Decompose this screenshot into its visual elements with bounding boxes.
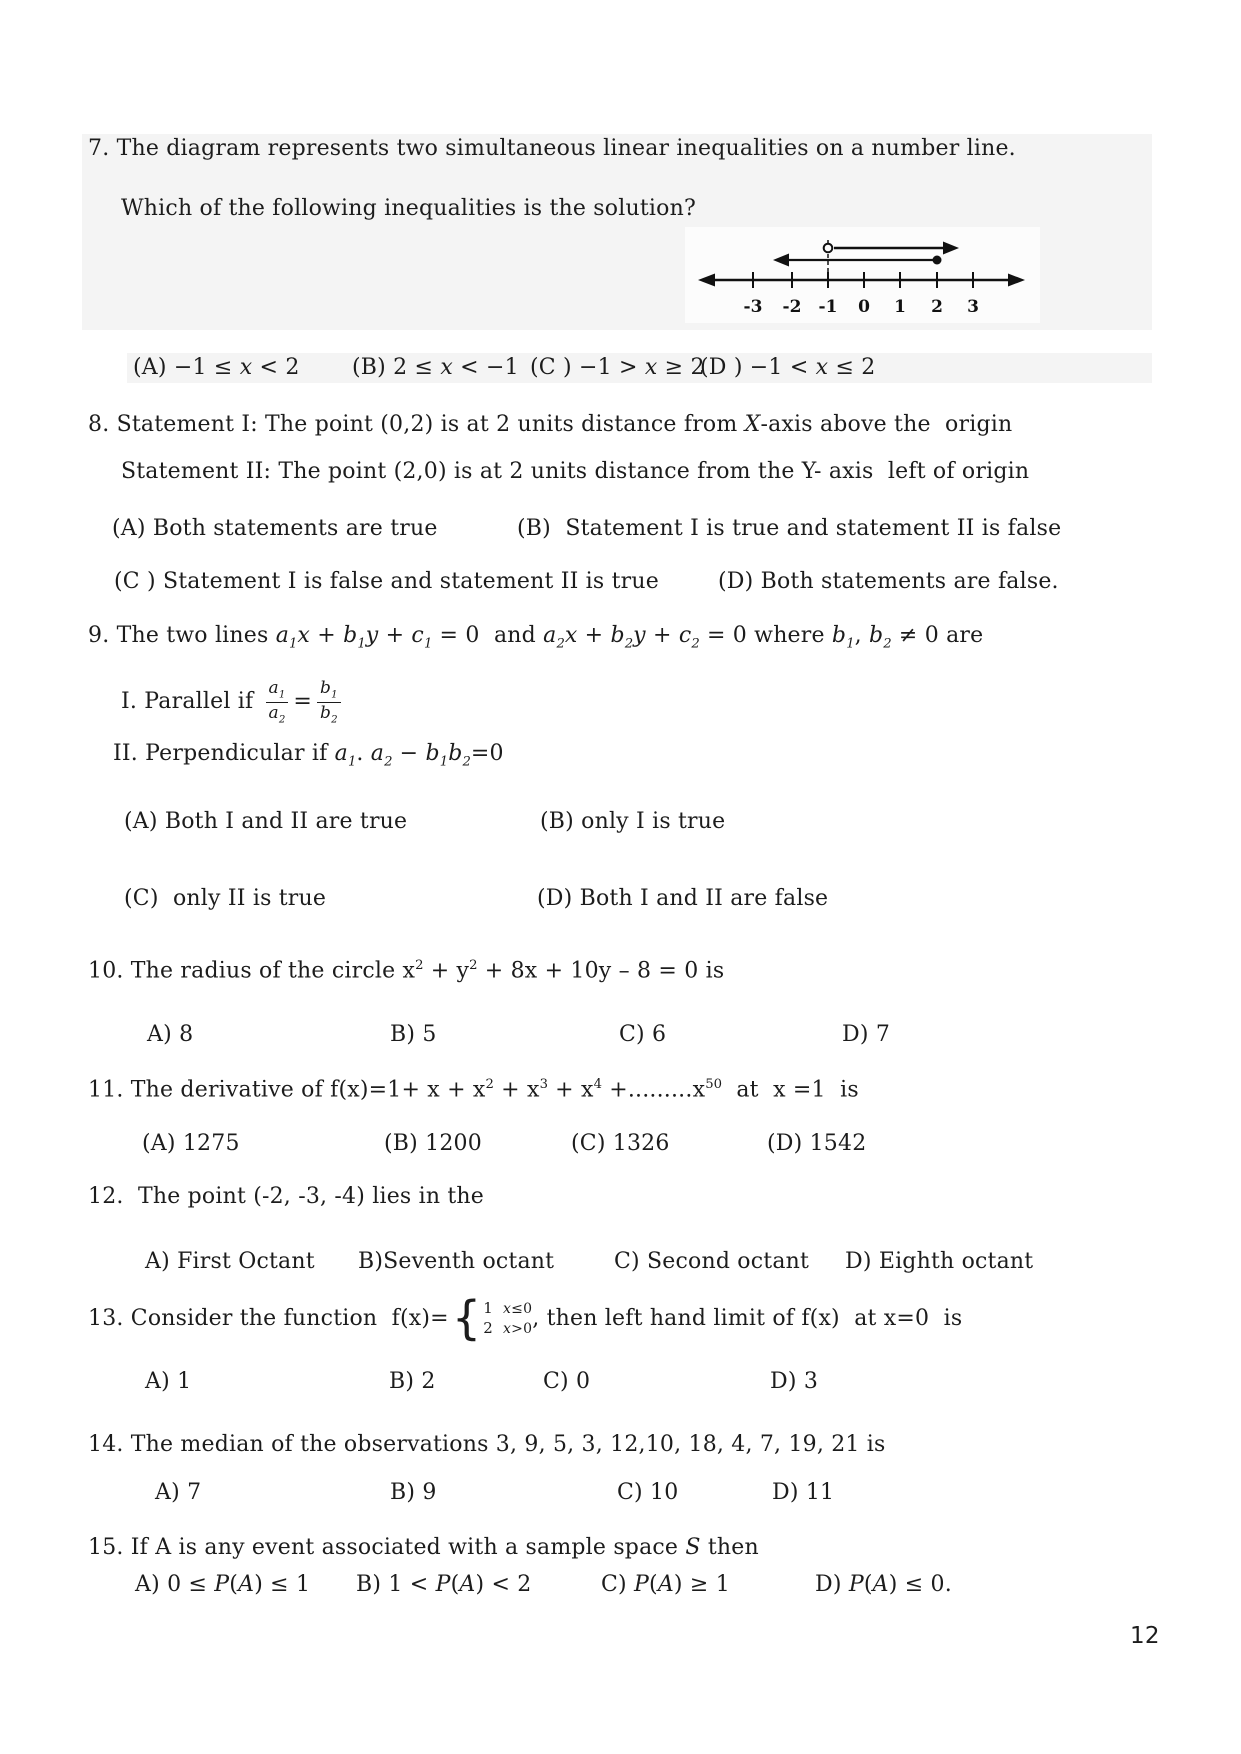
- question-15-line: 15. If A is any event associated with a sample space S then: [88, 1535, 759, 1560]
- question-12-line: 12. The point (-2, -3, -4) lies in the: [88, 1184, 485, 1209]
- tick-label-minus2: -2: [782, 297, 802, 317]
- question-10-option-b: B) 5: [390, 1022, 437, 1047]
- question-8-option-b: (B) Statement I is true and statement II is false: [517, 516, 1062, 541]
- question-14-option-a: A) 7: [155, 1480, 202, 1505]
- question-15-option-c: C) P(A) ≥ 1: [601, 1572, 730, 1597]
- right-ray-arrowhead: [943, 242, 959, 255]
- question-13-option-d: D) 3: [770, 1369, 819, 1394]
- question-11-line: 11. The derivative of $f(x)=1+ x + x^2 + x^3 + x^4 +.........x^{50}$ at x =1 is: [88, 1077, 859, 1103]
- question-13-option-a: A) 1: [145, 1369, 192, 1394]
- question-9-option-a: (A) Both I and II are true: [124, 809, 408, 834]
- equals-sign: =: [293, 689, 313, 714]
- fraction-denominator: $b_2$: [320, 702, 338, 725]
- question-8-option-d: (D) Both statements are false.: [718, 569, 1059, 594]
- question-10-option-c: C) 6: [619, 1022, 667, 1047]
- question-13-pre: 13. Consider the function f(x)=: [88, 1306, 449, 1331]
- left-ray-arrowhead: [773, 254, 789, 267]
- question-13-option-b: B) 2: [389, 1369, 436, 1394]
- question-11-option-b: (B) 1200: [384, 1131, 482, 1156]
- question-7-option-d: (D ) −1 < x ≤ 2: [700, 355, 876, 380]
- question-9-option-c: (C) only II is true: [124, 886, 327, 911]
- question-12-option-b: B)Seventh octant: [358, 1249, 555, 1274]
- question-9-line-1: 9. The two lines $a_1x + b_1y + c_1 = 0$ and $a_2x + b_2y + c_2 = 0$ where $b_1$, $b_2 \ne 0$ are: [88, 623, 984, 652]
- question-12-option-a: A) First Octant: [145, 1249, 315, 1274]
- page-number: 12: [1130, 1623, 1160, 1649]
- question-15-option-a: A) 0 ≤ P(A) ≤ 1: [135, 1572, 311, 1597]
- open-circle-marker: [824, 244, 833, 253]
- question-11-option-d: (D) 1542: [767, 1131, 867, 1156]
- axis-arrowhead-right: [1008, 274, 1025, 287]
- piecewise-row-2: [483, 1319, 532, 1339]
- piecewise-rows: [483, 1299, 532, 1338]
- number-line-diagram: [685, 227, 1040, 323]
- question-13-option-c: C) 0: [543, 1369, 591, 1394]
- question-7-option-b: (B) 2 ≤ x < −1: [352, 355, 519, 380]
- question-14-option-b: B) 9: [390, 1480, 437, 1505]
- question-8-line-1: 8. Statement I: The point (0,2) is at 2 units distance from X-axis above the origin: [88, 412, 1013, 437]
- brace-glyph: {: [451, 1291, 482, 1346]
- question-12-option-c: C) Second octant: [614, 1249, 810, 1274]
- fraction-b1-b2: [317, 679, 341, 725]
- question-7-option-c: (C ) −1 > x ≥ 2: [530, 355, 705, 380]
- question-9-option-b: (B) only I is true: [540, 809, 726, 834]
- question-15-option-d: D) P(A) ≤ 0.: [815, 1572, 952, 1597]
- question-13-line: [88, 1291, 963, 1346]
- question-9-perpendicular-line: II. Perpendicular if $a_1$. $a_2 - b_1b_2=0$: [113, 741, 504, 770]
- question-12-option-d: D) Eighth octant: [845, 1249, 1034, 1274]
- question-14-option-c: C) 10: [617, 1480, 679, 1505]
- tick-label-minus1: -1: [818, 297, 838, 317]
- piecewise-value-1: 1: [483, 1299, 494, 1318]
- question-7-line-2: Which of the following inequalities is the solution?: [121, 196, 696, 221]
- axis-arrowhead-left: [698, 274, 715, 287]
- question-7-line-1: 7. The diagram represents two simultaneous linear inequalities on a number line.: [88, 136, 1016, 161]
- question-10-line: 10. The radius of the circle $x^2 + y^2 + 8x + 10y - 8 = 0$ is: [88, 958, 725, 984]
- question-7-option-a: (A) −1 ≤ x < 2: [133, 355, 300, 380]
- question-10-option-a: A) 8: [147, 1022, 194, 1047]
- tick-label-2: 2: [931, 297, 943, 317]
- piecewise-function: [449, 1291, 533, 1346]
- number-line-svg: [685, 227, 1040, 323]
- question-13-post: , then left hand limit of f(x) at x=0 is: [532, 1306, 963, 1331]
- fraction-denominator: $a_2$: [268, 702, 286, 725]
- question-8-option-a: (A) Both statements are true: [112, 516, 438, 541]
- fraction-numerator: $a_1$: [266, 679, 289, 703]
- question-11-option-a: (A) 1275: [142, 1131, 240, 1156]
- question-15-option-b: B) 1 < P(A) < 2: [356, 1572, 532, 1597]
- question-10-option-d: D) 7: [842, 1022, 891, 1047]
- question-14-line: 14. The median of the observations 3, 9, 5, 3, 12,10, 18, 4, 7, 19, 21 is: [88, 1432, 886, 1457]
- question-8-option-c: (C ) Statement I is false and statement II is true: [114, 569, 659, 594]
- tick-label-minus3: -3: [743, 297, 763, 317]
- question-11-option-c: (C) 1326: [571, 1131, 670, 1156]
- question-14-option-d: D) 11: [772, 1480, 835, 1505]
- tick-label-1: 1: [894, 297, 906, 317]
- piecewise-condition-2: x>0: [503, 1320, 533, 1337]
- piecewise-condition-1: x≤0: [503, 1301, 533, 1318]
- question-9-option-d: (D) Both I and II are false: [537, 886, 829, 911]
- fraction-numerator: $b_1$: [317, 679, 341, 703]
- tick-label-0: 0: [858, 297, 870, 317]
- tick-label-3: 3: [967, 297, 979, 317]
- question-8-line-2: Statement II: The point (2,0) is at 2 units distance from the Y- axis left of origin: [121, 459, 1030, 484]
- closed-dot-marker: [933, 256, 942, 265]
- question-9-parallel-line: [121, 678, 346, 726]
- fraction-a1-a2: [266, 679, 289, 725]
- parallel-text: I. Parallel if: [121, 689, 261, 714]
- piecewise-value-2: 2: [483, 1318, 494, 1337]
- piecewise-row-1: [483, 1299, 532, 1319]
